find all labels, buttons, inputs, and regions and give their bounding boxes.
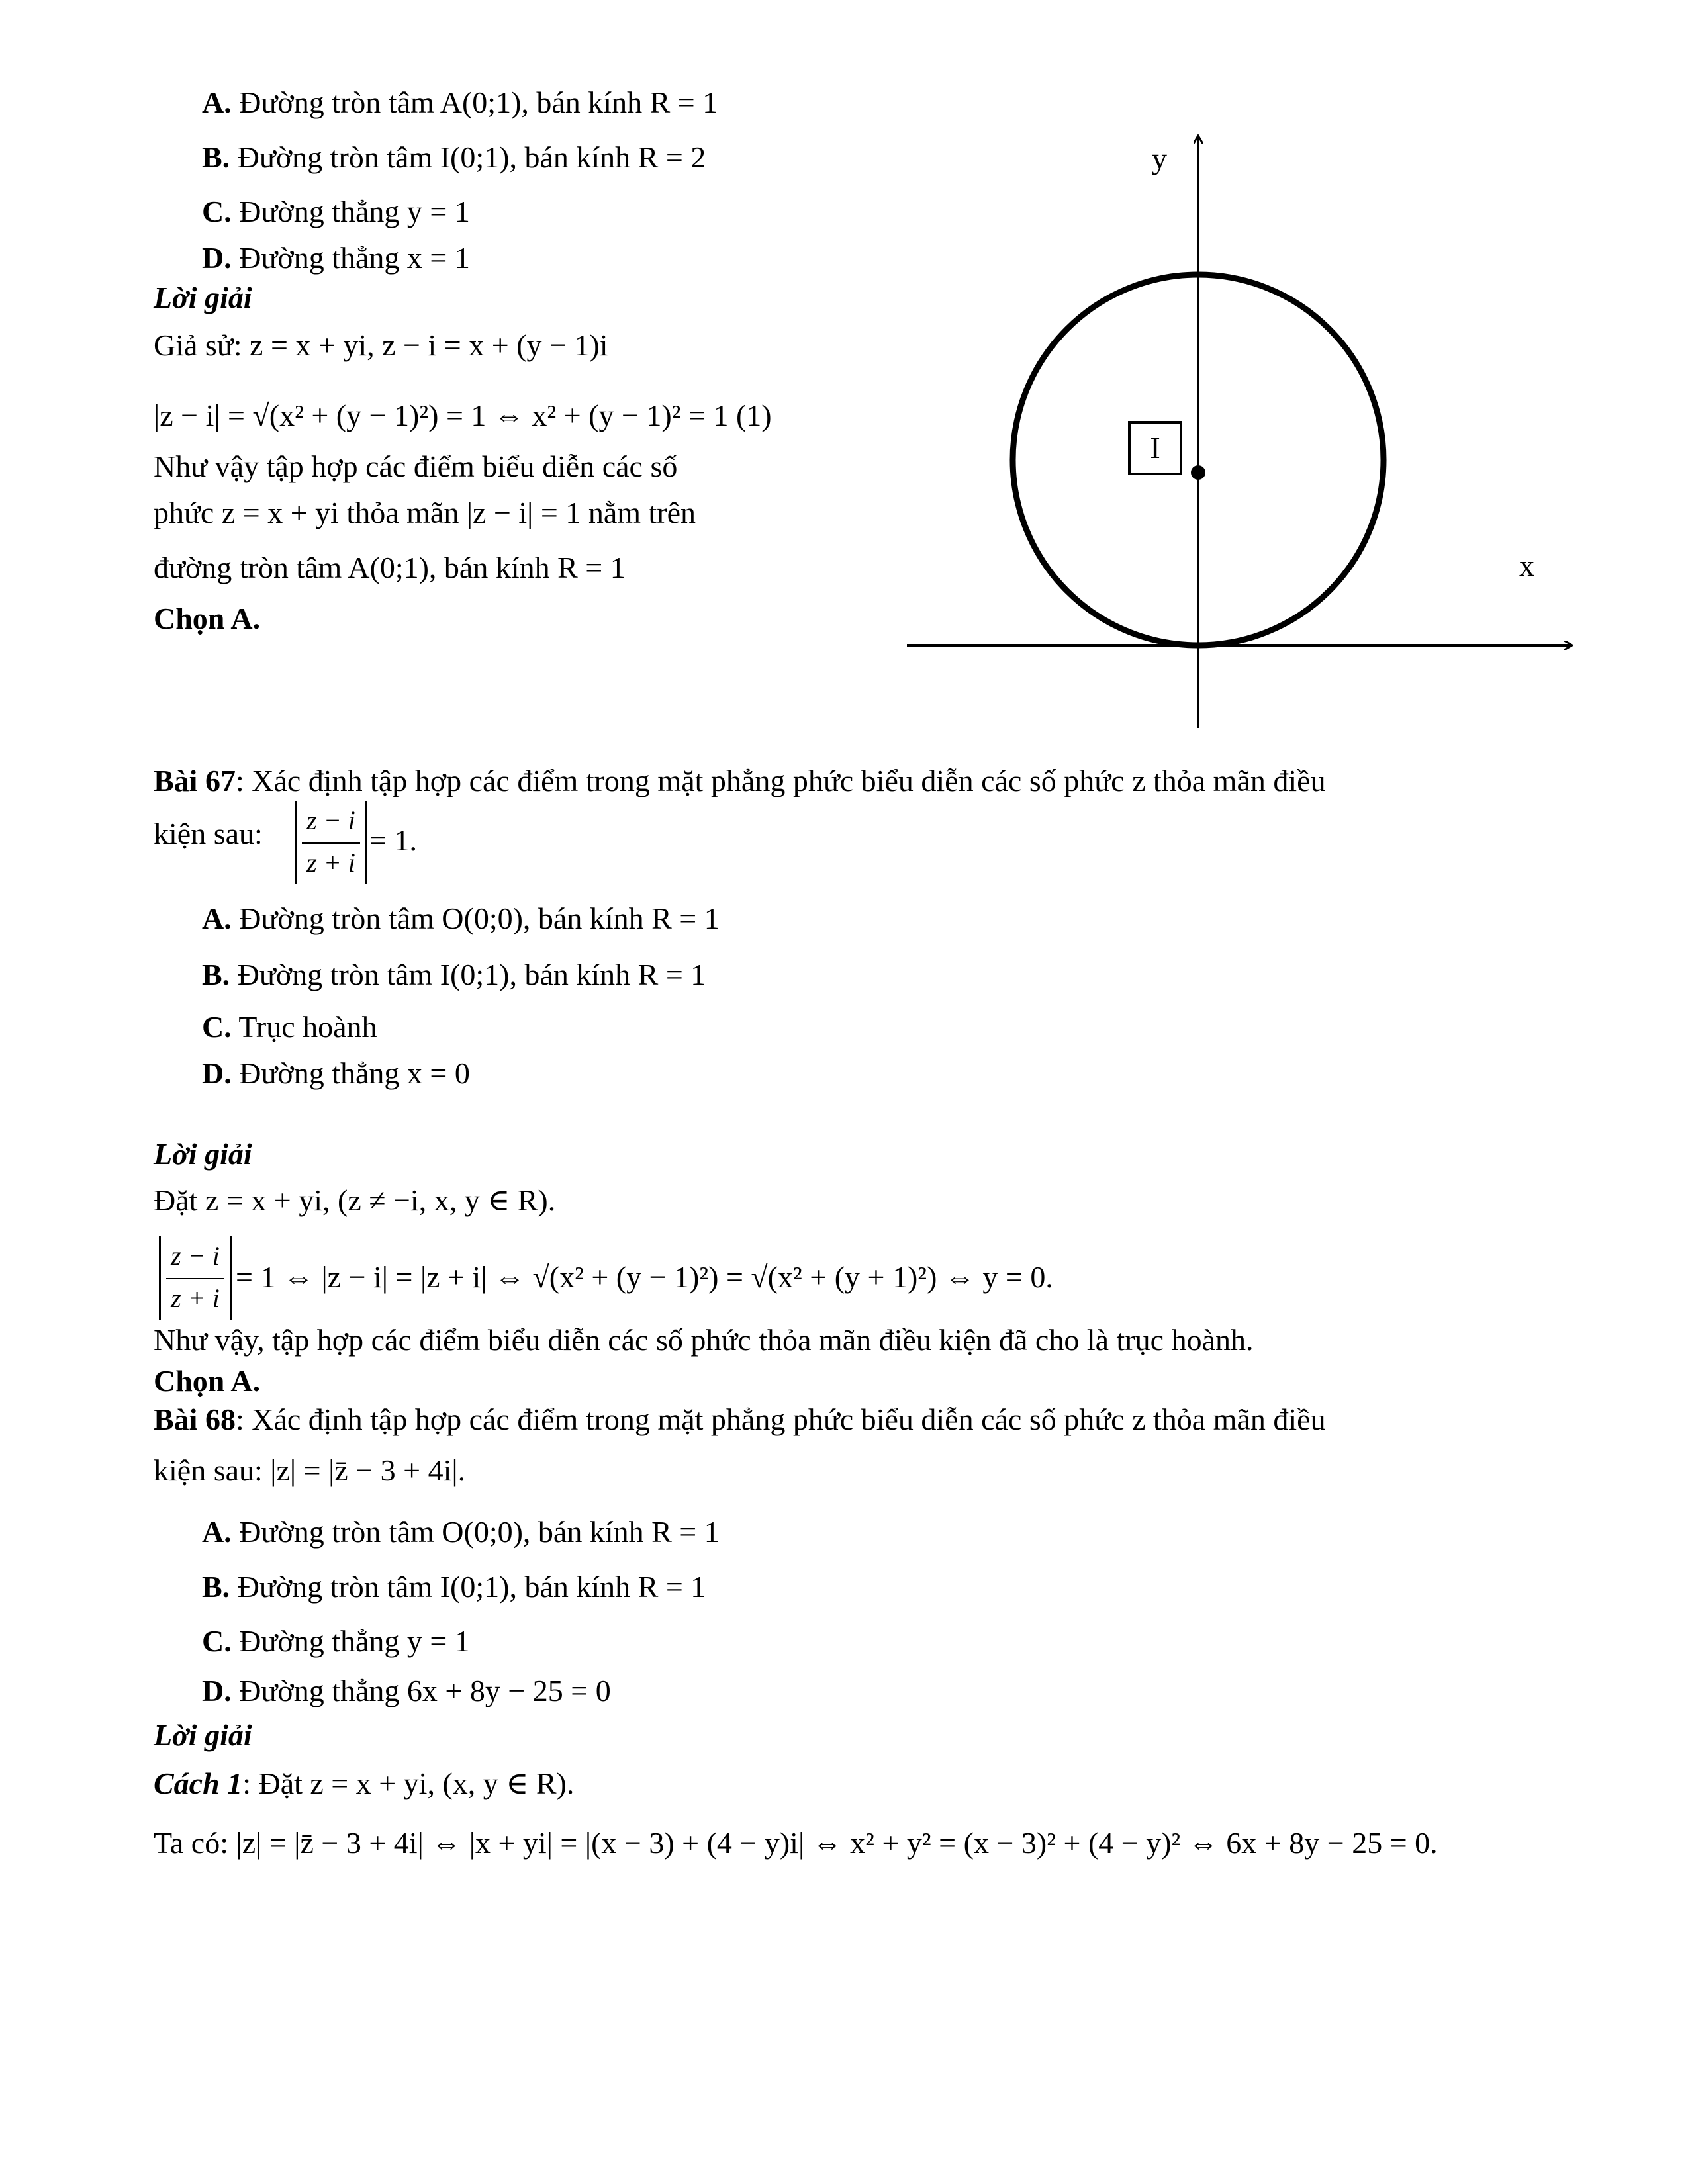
top-option-c [202, 192, 470, 232]
top-solution-line-1: Giả sử: z = x + yi, z − i = x + (y − 1)i [154, 328, 608, 362]
bai67-title: Bài 67 [154, 764, 236, 797]
bai67-option-a [202, 899, 720, 938]
option-letter: C. [202, 1624, 232, 1658]
option-text: Đường tròn tâm O(0;0), bán kính R = 1 [239, 901, 720, 935]
bai67-question-line-2 [154, 814, 263, 854]
top-option-a [202, 83, 718, 122]
bai67-option-c [202, 1007, 377, 1047]
top-solution-line-3: Như vậy tập hợp các điểm biểu diễn các số [154, 449, 678, 483]
bai68-option-b [202, 1567, 706, 1607]
top-solution-line-5: đường tròn tâm A(0;1), bán kính R = 1 [154, 551, 626, 584]
bai68-solution-heading: Lời giải [154, 1718, 252, 1752]
option-letter: C. [202, 195, 232, 228]
option-letter: A. [202, 901, 232, 935]
bai68-final-line: Ta có: |z| = |z̄ − 3 + 4i| ⇔ |x + yi| = |(x − 3) + (4 − y)i| ⇔ x² + y² = (x − 3)² + (4 − y)² ⇔ 6x + 8y − 25 = 0. [154, 1826, 1438, 1860]
bai68-method-line [154, 1764, 574, 1803]
option-text: Đường thẳng x = 0 [239, 1056, 470, 1090]
option-letter: D. [202, 241, 232, 275]
option-letter: A. [202, 1515, 232, 1549]
bai68-question-line-1 [154, 1400, 1326, 1439]
option-text: Đường thẳng x = 1 [239, 241, 470, 275]
bai67-question-suffix: = 1. [369, 823, 417, 857]
option-letter: A. [202, 85, 232, 119]
option-letter: D. [202, 1674, 232, 1707]
bai67-solution-fraction [159, 1236, 232, 1320]
circle-figure [900, 126, 1582, 741]
option-text: Đường tròn tâm A(0;1), bán kính R = 1 [239, 85, 718, 119]
top-solution-heading: Lời giải [154, 281, 252, 314]
bai68-question-line-2: kiện sau: |z| = |z̄ − 3 + 4i|. [154, 1453, 466, 1487]
option-text: Đường tròn tâm I(0;1), bán kính R = 1 [237, 1570, 706, 1604]
bai67-choose: Chọn A. [154, 1364, 261, 1398]
y-axis-label: y [1152, 142, 1167, 175]
option-text: Đường thẳng y = 1 [239, 1624, 470, 1658]
bai67-option-b [202, 955, 706, 995]
bai68-title: Bài 68 [154, 1402, 236, 1436]
option-text: Đường tròn tâm O(0;0), bán kính R = 1 [239, 1515, 720, 1549]
fraction-denominator: z + i [171, 1283, 220, 1313]
method-text: : Đặt z = x + yi, (x, y ∈ R). [242, 1766, 575, 1800]
bai67-question-prefix: kiện sau: [154, 817, 263, 850]
option-letter: B. [202, 140, 230, 174]
top-option-b [202, 138, 706, 177]
fraction-denominator: z + i [306, 848, 355, 878]
option-text: Đường tròn tâm I(0;1), bán kính R = 1 [237, 958, 706, 991]
option-text: Đường thẳng y = 1 [239, 195, 470, 228]
bai67-question-text: : Xác định tập hợp các điểm trong mặt phẳng phức biểu diễn các số phức z thỏa mãn điều [235, 764, 1326, 797]
bai67-option-d [202, 1054, 470, 1093]
option-letter: B. [202, 958, 230, 991]
bai67-equiv-line: = 1 ⇔ |z − i| = |z + i| ⇔ √(x² + (y − 1)²) = √(x² + (y + 1)²) ⇔ y = 0. [236, 1260, 1053, 1294]
bai68-option-c [202, 1621, 470, 1661]
top-choose: Chọn A. [154, 602, 261, 635]
x-axis-label: x [1519, 549, 1534, 582]
bai67-set-line: Đặt z = x + yi, (z ≠ −i, x, y ∈ R). [154, 1183, 556, 1217]
method-label: Cách 1 [154, 1766, 243, 1800]
option-letter: C. [202, 1010, 232, 1044]
bai67-conclusion: Như vậy, tập hợp các điểm biểu diễn các số phức thỏa mãn điều kiện đã cho là trục hoành. [154, 1323, 1254, 1357]
option-text: Đường thẳng 6x + 8y − 25 = 0 [239, 1674, 611, 1707]
fraction-numerator: z − i [171, 1241, 220, 1271]
bai68-question-text: : Xác định tập hợp các điểm trong mặt phẳng phức biểu diễn các số phức z thỏa mãn điều [235, 1402, 1326, 1436]
bai67-question-line-1 [154, 761, 1326, 801]
option-text: Trục hoành [238, 1010, 377, 1044]
bai68-option-d [202, 1671, 611, 1711]
point-label: I [1150, 431, 1160, 465]
top-solution-line-4: phức z = x + yi thỏa mãn |z − i| = 1 nằm trên [154, 496, 696, 529]
bai67-solution-heading: Lời giải [154, 1137, 252, 1171]
option-letter: D. [202, 1056, 232, 1090]
center-point [1191, 465, 1205, 480]
bai67-fraction [295, 801, 367, 884]
option-text: Đường tròn tâm I(0;1), bán kính R = 2 [237, 140, 706, 174]
fraction-numerator: z − i [306, 805, 355, 835]
top-option-d [202, 238, 470, 278]
bai68-option-a [202, 1512, 720, 1552]
top-solution-line-2: |z − i| = √(x² + (y − 1)²) = 1 ⇔ x² + (y − 1)² = 1 (1) [154, 398, 772, 432]
option-letter: B. [202, 1570, 230, 1604]
